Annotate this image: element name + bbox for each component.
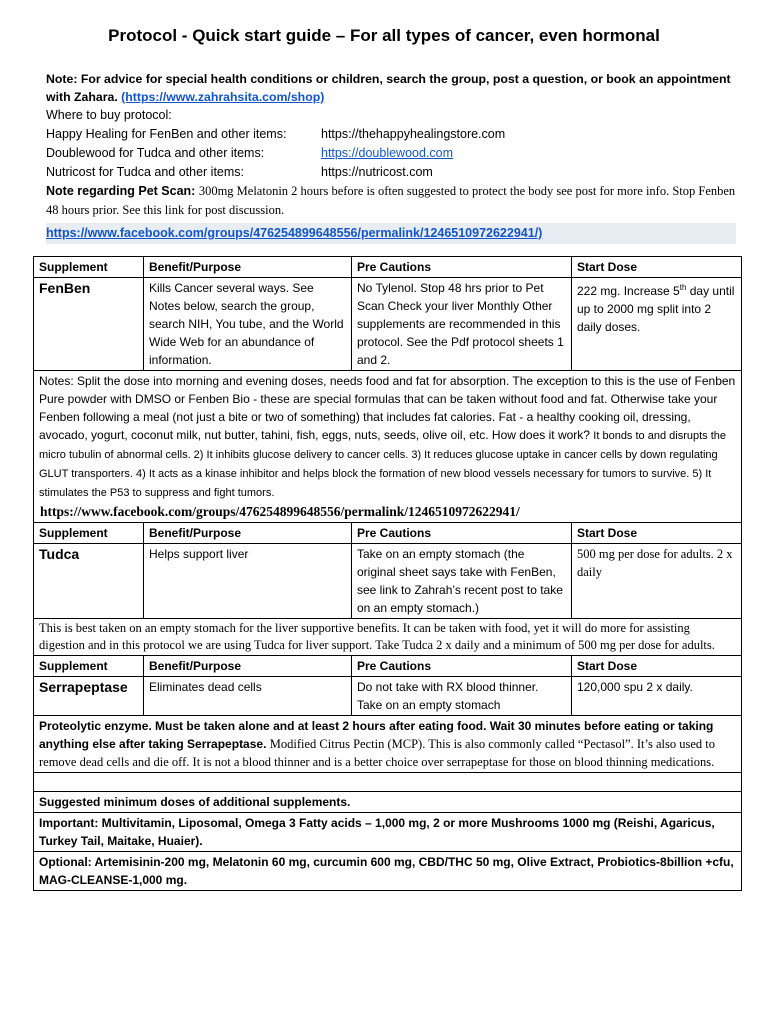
intro-section bbox=[46, 70, 736, 244]
where-to-buy: Where to buy protocol: bbox=[46, 108, 172, 122]
table-row-serrapeptase bbox=[34, 677, 742, 716]
fenben-notes-text: Notes: Split the dose into morning and evening doses, needs food and fat for absorption. The exception to this is the use of Fenben Pure powder with DMSO or Fenben Bio - these are special formulas that can be taken without food and fat. Otherwise take your Fenben following a meal (not just a bite or two of something) that includes fat calories. Fat - a healthy cooking oil, dressing, avocado, yogurt, coconut milk, nut butter, tahini, fish, eggs, nuts, seeds, olive oil, etc. How does it work? bbox=[39, 374, 736, 442]
table-header-row bbox=[34, 257, 742, 278]
buy-label: Happy Healing for FenBen and other items: bbox=[46, 127, 287, 141]
buy-label: Nutricost for Tudca and other items: bbox=[46, 165, 245, 179]
header-dose: Start Dose bbox=[572, 257, 742, 278]
optional-supplements: Optional: Artemisinin-200 mg, Melatonin 60 mg, curcumin 600 mg, CBD/THC 50 mg, Olive Extract, Probiotics-8billion +cfu, MAG-CLEANSE-1,000 mg. bbox=[34, 852, 742, 891]
additional-heading-row bbox=[34, 792, 742, 813]
table-header-row bbox=[34, 523, 742, 544]
buy-label: Doublewood for Tudca and other items: bbox=[46, 146, 265, 160]
supplement-name: Tudca bbox=[34, 544, 144, 619]
supplement-name: FenBen bbox=[34, 278, 144, 371]
header-cautions: Pre Cautions bbox=[352, 257, 572, 278]
buy-url[interactable]: https://thehappyhealingstore.com bbox=[321, 127, 506, 141]
note-text: Note: For advice for special health conditions or children, search the group, post a question, or book an appointment with Zahara. bbox=[46, 72, 731, 104]
supplement-table bbox=[33, 256, 742, 891]
empty-row bbox=[34, 773, 742, 792]
header-dose: Start Dose bbox=[572, 656, 742, 677]
table-header-row bbox=[34, 656, 742, 677]
header-benefit: Benefit/Purpose bbox=[144, 656, 352, 677]
tudca-notes-row bbox=[34, 619, 742, 656]
dose-cell: 500 mg per dose for adults. 2 x daily bbox=[572, 544, 742, 619]
supplement-name: Serrapeptase bbox=[34, 677, 144, 716]
table-row-tudca bbox=[34, 544, 742, 619]
buy-row bbox=[46, 163, 736, 182]
benefit-cell: Helps support liver bbox=[144, 544, 352, 619]
fenben-notes-mechanism: It bonds to and disrupts the micro tubulin of abnormal cells. 2) It inhibits glucose delivery to cancer cells. 3) It reduces glucose uptake in cancer cells by down regulating GLUT transporters. 4) It acts as a kinase inhibitor and helps block the formation of new blood vessels necessary for tumors to survive. 5) It stimulates the P53 to suppress and fight tumors. bbox=[39, 430, 726, 499]
fenben-post-url[interactable]: https://www.facebook.com/groups/476254899648556/permalink/1246510972622941/ bbox=[40, 503, 520, 519]
serrapeptase-notes bbox=[34, 716, 742, 773]
cautions-cell: No Tylenol. Stop 48 hrs prior to Pet Scan Check your liver Monthly Other supplements are recommended in this protocol. See the Pdf protocol sheets 1 and 2. bbox=[352, 278, 572, 371]
zahrah-shop-link[interactable]: (https://www.zahrahsita.com/shop) bbox=[121, 90, 325, 104]
cautions-cell: Take on an empty stomach (the original sheet says take with FenBen, see link to Zahrah’s recent post to take on an empty stomach.) bbox=[352, 544, 572, 619]
header-supplement: Supplement bbox=[34, 257, 144, 278]
header-benefit: Benefit/Purpose bbox=[144, 257, 352, 278]
optional-row bbox=[34, 852, 742, 891]
header-supplement: Supplement bbox=[34, 656, 144, 677]
additional-heading: Suggested minimum doses of additional supplements. bbox=[34, 792, 742, 813]
pet-scan-note bbox=[46, 182, 736, 220]
header-cautions: Pre Cautions bbox=[352, 523, 572, 544]
pet-scan-text: 300mg Melatonin 2 hours before is often suggested to protect the body see post for more info. Stop Fenben 48 hours prior. See this link for post discussion. bbox=[46, 184, 736, 217]
dose-text-rest: day until up to 2000 mg split into 2 daily doses. bbox=[577, 284, 735, 334]
dose-cell: 120,000 spu 2 x daily. bbox=[572, 677, 742, 716]
buy-row bbox=[46, 144, 736, 163]
serrapeptase-notes-row bbox=[34, 716, 742, 773]
pet-scan-link-row bbox=[46, 223, 736, 244]
dose-superscript: th bbox=[679, 283, 687, 292]
important-row bbox=[34, 813, 742, 852]
buy-url[interactable]: https://nutricost.com bbox=[321, 165, 433, 179]
empty-cell bbox=[34, 773, 742, 792]
page-title: Protocol - Quick start guide – For all types of cancer, even hormonal bbox=[108, 26, 660, 45]
buy-row bbox=[46, 125, 736, 144]
table-row-fenben bbox=[34, 278, 742, 371]
serrapeptase-notes-text: Proteolytic enzyme. Must be taken alone and at least 2 hours after eating food. Wait 30 minutes before eating or taking anything else after taking Serrapeptase. bbox=[39, 719, 714, 751]
tudca-notes: This is best taken on an empty stomach for the liver supportive benefits. It can be taken with food, yet it will do more for assisting digestion and in this protocol we are using Tudca for liver support. Take Tudca 2 x daily and a minimum of 500 mg per dose for adults. bbox=[34, 619, 742, 656]
header-benefit: Benefit/Purpose bbox=[144, 523, 352, 544]
cautions-cell: Do not take with RX blood thinner. Take on an empty stomach bbox=[352, 677, 572, 716]
important-supplements: Important: Multivitamin, Liposomal, Omega 3 Fatty acids – 1,000 mg, 2 or more Mushrooms 1000 mg (Reishi, Agaricus, Turkey Tail, Maitake, Huaier). bbox=[34, 813, 742, 852]
pet-scan-link[interactable]: https://www.facebook.com/groups/476254899648556/permalink/1246510972622941/) bbox=[46, 226, 543, 240]
header-supplement: Supplement bbox=[34, 523, 144, 544]
buy-url[interactable]: https://doublewood.com bbox=[321, 146, 454, 160]
benefit-cell: Kills Cancer several ways. See Notes below, search the group, search NIH, You tube, and the World Wide Web for an abundance of information. bbox=[144, 278, 352, 371]
dose-cell bbox=[572, 278, 742, 371]
header-dose: Start Dose bbox=[572, 523, 742, 544]
mcp-notes-text: Modified Citrus Pectin (MCP). This is also commonly called “Pectasol”. It’s also used to remove dead cells and die off. It is not a blood thinner and is a better choice over serrapeptase for those on blood thinning medications. bbox=[39, 737, 715, 769]
note-paragraph bbox=[46, 70, 736, 106]
fenben-notes-row bbox=[34, 371, 742, 523]
pet-scan-label: Note regarding Pet Scan: bbox=[46, 184, 196, 198]
benefit-cell: Eliminates dead cells bbox=[144, 677, 352, 716]
header-cautions: Pre Cautions bbox=[352, 656, 572, 677]
dose-text: 222 mg. Increase 5 bbox=[577, 284, 680, 298]
fenben-notes bbox=[34, 371, 742, 523]
